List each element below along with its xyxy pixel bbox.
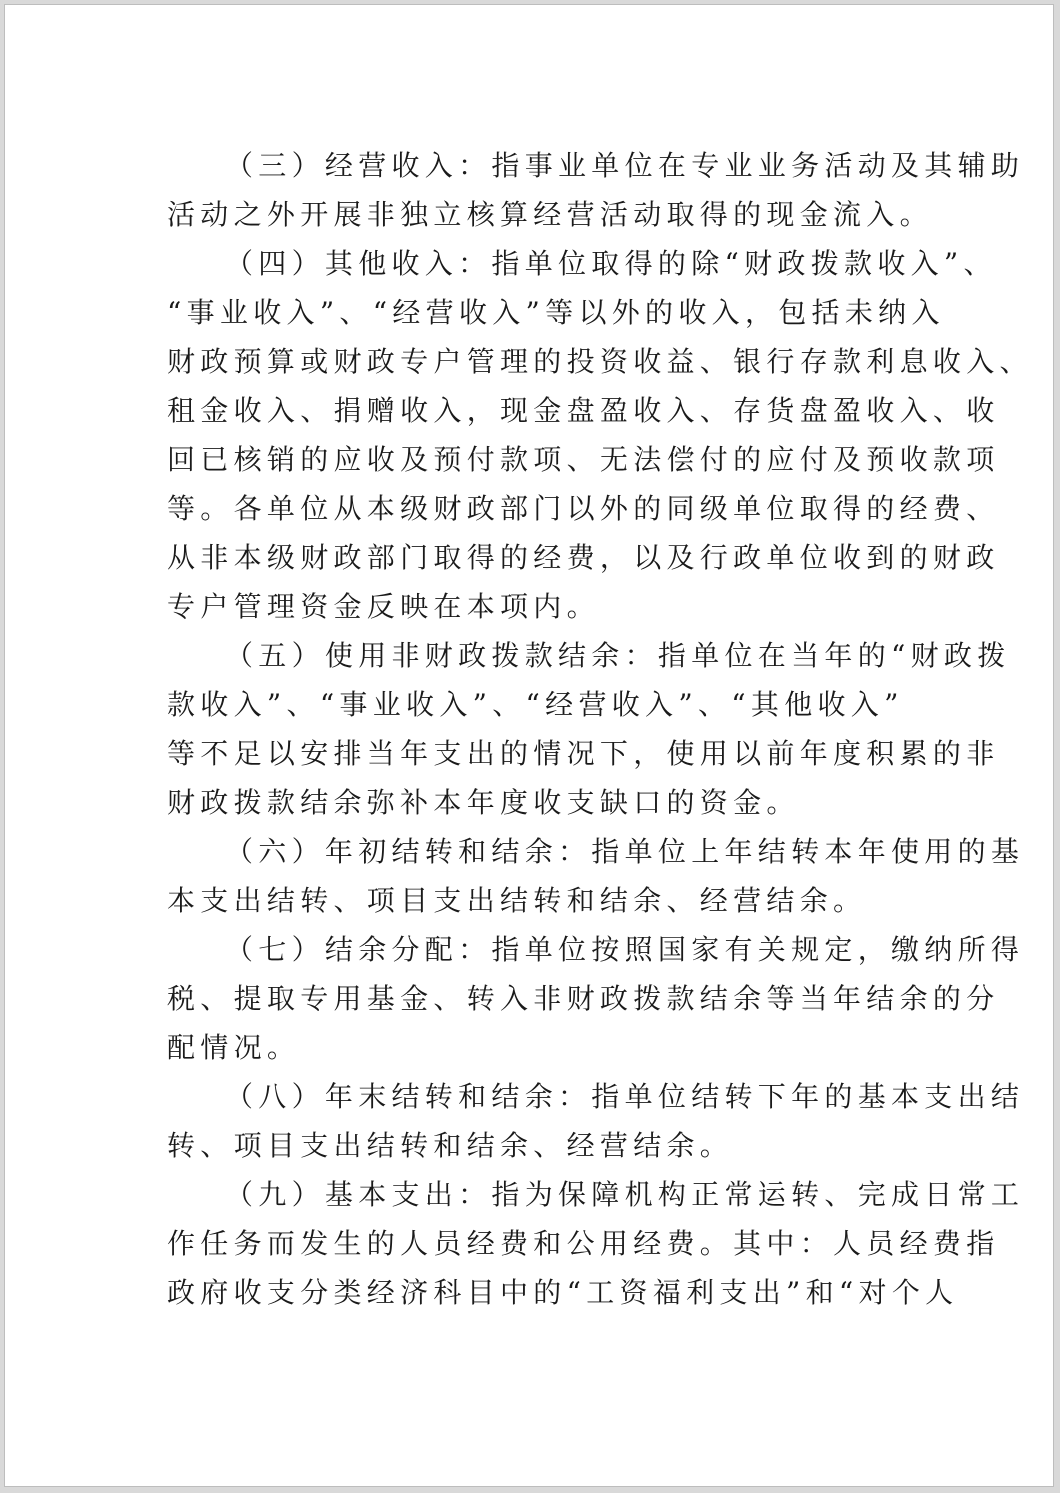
paragraph-opening-carryover	[167, 827, 1025, 925]
text-line: 等不足以安排当年支出的情况下，使用以前年度积累的非	[167, 737, 1000, 770]
document-body	[167, 141, 1033, 1317]
text-line: 活动之外开展非独立核算经营活动取得的现金流入。	[167, 198, 933, 231]
paragraph-other-income	[167, 239, 1033, 631]
text-line: 款收入”、“事业收入”、“经营收入”、“其他收入”	[167, 688, 904, 721]
text-line: 转、项目支出结转和结余、经营结余。	[167, 1129, 734, 1162]
text-line: （四）其他收入：指单位取得的除“财政拨款收入”、	[225, 247, 997, 280]
paragraph-basic-expenditure	[167, 1170, 1025, 1317]
paragraph-operating-income	[167, 141, 1025, 239]
text-line: （九）基本支出：指为保障机构正常运转、完成日常工	[225, 1178, 1025, 1211]
text-line: 作任务而发生的人员经费和公用经费。其中：人员经费指	[167, 1227, 1000, 1260]
text-line: （七）结余分配：指单位按照国家有关规定，缴纳所得	[225, 933, 1025, 966]
text-line: 回已核销的应收及预付款项、无法偿付的应付及预收款项	[167, 443, 1000, 476]
text-line: 专户管理资金反映在本项内。	[167, 590, 600, 623]
text-line: 本支出结转、项目支出结转和结余、经营结余。	[167, 884, 867, 917]
text-line: 租金收入、捐赠收入，现金盘盈收入、存货盘盈收入、收	[167, 394, 1000, 427]
text-line: 等。各单位从本级财政部门以外的同级单位取得的经费、	[167, 492, 1000, 525]
text-line: 从非本级财政部门取得的经费，以及行政单位收到的财政	[167, 541, 1000, 574]
text-line: “事业收入”、“经营收入”等以外的收入，包括未纳入	[167, 296, 945, 329]
text-line: 政府收支分类经济科目中的“工资福利支出”和“对个人	[167, 1276, 959, 1309]
text-line: 财政拨款结余弥补本年度收支缺口的资金。	[167, 786, 800, 819]
paragraph-non-fiscal-balance-usage	[167, 631, 1011, 827]
text-line: 财政预算或财政专户管理的投资收益、银行存款利息收入、	[167, 345, 1033, 378]
text-line: 税、提取专用基金、转入非财政拨款结余等当年结余的分	[167, 982, 1000, 1015]
text-line: （六）年初结转和结余：指单位上年结转本年使用的基	[225, 835, 1025, 868]
paragraph-balance-distribution	[167, 925, 1025, 1072]
text-line: 配情况。	[167, 1031, 301, 1064]
paragraph-closing-carryover	[167, 1072, 1025, 1170]
text-line: （八）年末结转和结余：指单位结转下年的基本支出结	[225, 1080, 1025, 1113]
text-line: （五）使用非财政拨款结余：指单位在当年的“财政拨	[225, 639, 1011, 672]
text-line: （三）经营收入：指事业单位在专业业务活动及其辅助	[225, 149, 1025, 182]
document-page	[4, 4, 1054, 1487]
